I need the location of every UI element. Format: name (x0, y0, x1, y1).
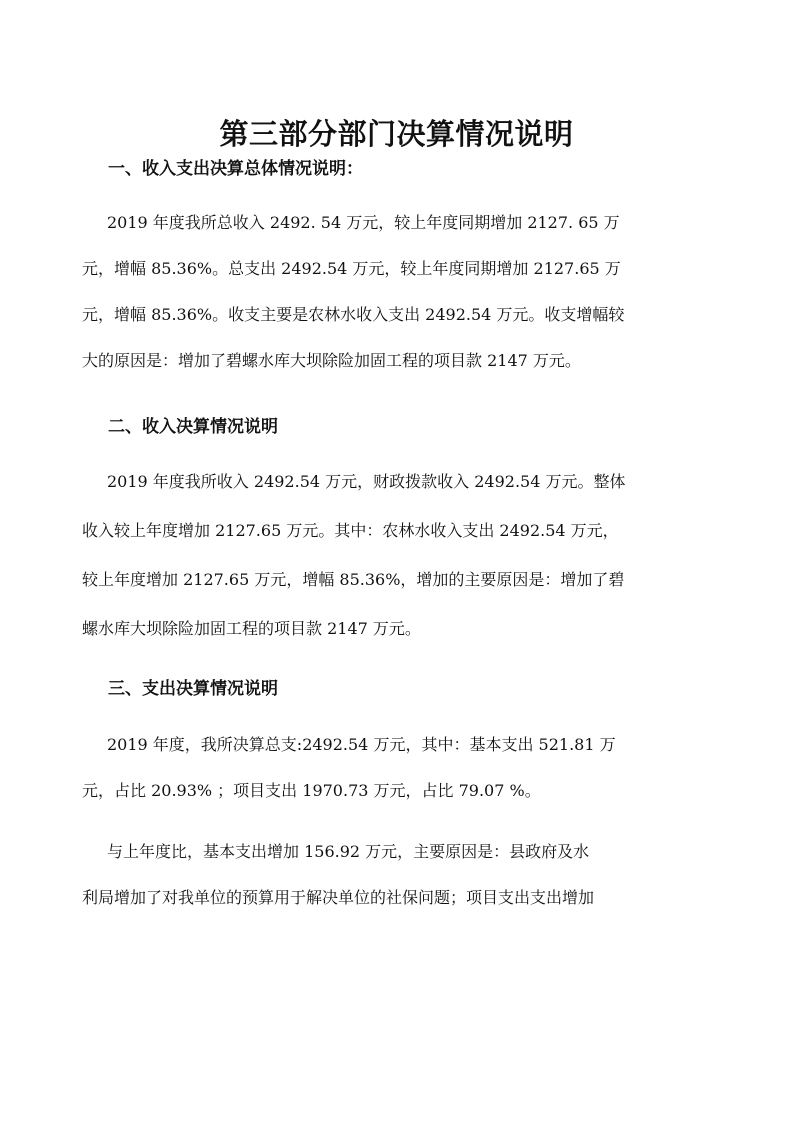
paragraph-income (82, 470, 712, 641)
paragraph-expenditure-comparison (82, 840, 712, 910)
paragraph-line: 利局增加了对我单位的预算用于解决单位的社保问题；项目支出支出增加 (82, 888, 595, 907)
page-title: 第三部分部门决算情况说明 (219, 117, 574, 151)
paragraph-line: 元，增幅 85.36%。收支主要是农林水收入支出 2492.54 万元。收支增幅较 (82, 305, 625, 324)
paragraph-line: 收入较上年度增加 2127.65 万元。其中：农林水收入支出 2492.54 万元， (82, 521, 619, 540)
paragraph-expenditure (82, 733, 712, 803)
section-heading-expenditure: 三、支出决算情况说明 (108, 679, 278, 699)
paragraph-line: 2019 年度我所收入 2492.54 万元，财政拨款收入 2492.54 万元。整体 (107, 472, 626, 491)
paragraph-line: 大的原因是：增加了碧螺水库大坝除险加固工程的项目款 2147 万元。 (82, 351, 581, 370)
paragraph-line: 2019 年度，我所决算总支:2492.54 万元，其中：基本支出 521.81 万 (107, 735, 616, 754)
paragraph-line: 螺水库大坝除险加固工程的项目款 2147 万元。 (82, 619, 421, 638)
paragraph-overview (82, 211, 712, 373)
paragraph-line: 较上年度增加 2127.65 万元，增幅 85.36%，增加的主要原因是：增加了碧 (82, 570, 625, 589)
section-heading-income: 二、收入决算情况说明 (108, 417, 278, 437)
paragraph-line: 与上年度比，基本支出增加 156.92 万元，主要原因是：县政府及水 (107, 842, 590, 861)
paragraph-line: 2019 年度我所总收入 2492. 54 万元，较上年度同期增加 2127. 65 万 (107, 213, 620, 232)
section-heading-income-expenditure-overview: 一、收入支出决算总体情况说明： (108, 159, 363, 179)
paragraph-line: 元，占比 20.93% ；项目支出 1970.73 万元，占比 79.07 %。 (82, 781, 541, 800)
paragraph-line: 元，增幅 85.36%。总支出 2492.54 万元，较上年度同期增加 2127.65 万 (82, 259, 621, 278)
